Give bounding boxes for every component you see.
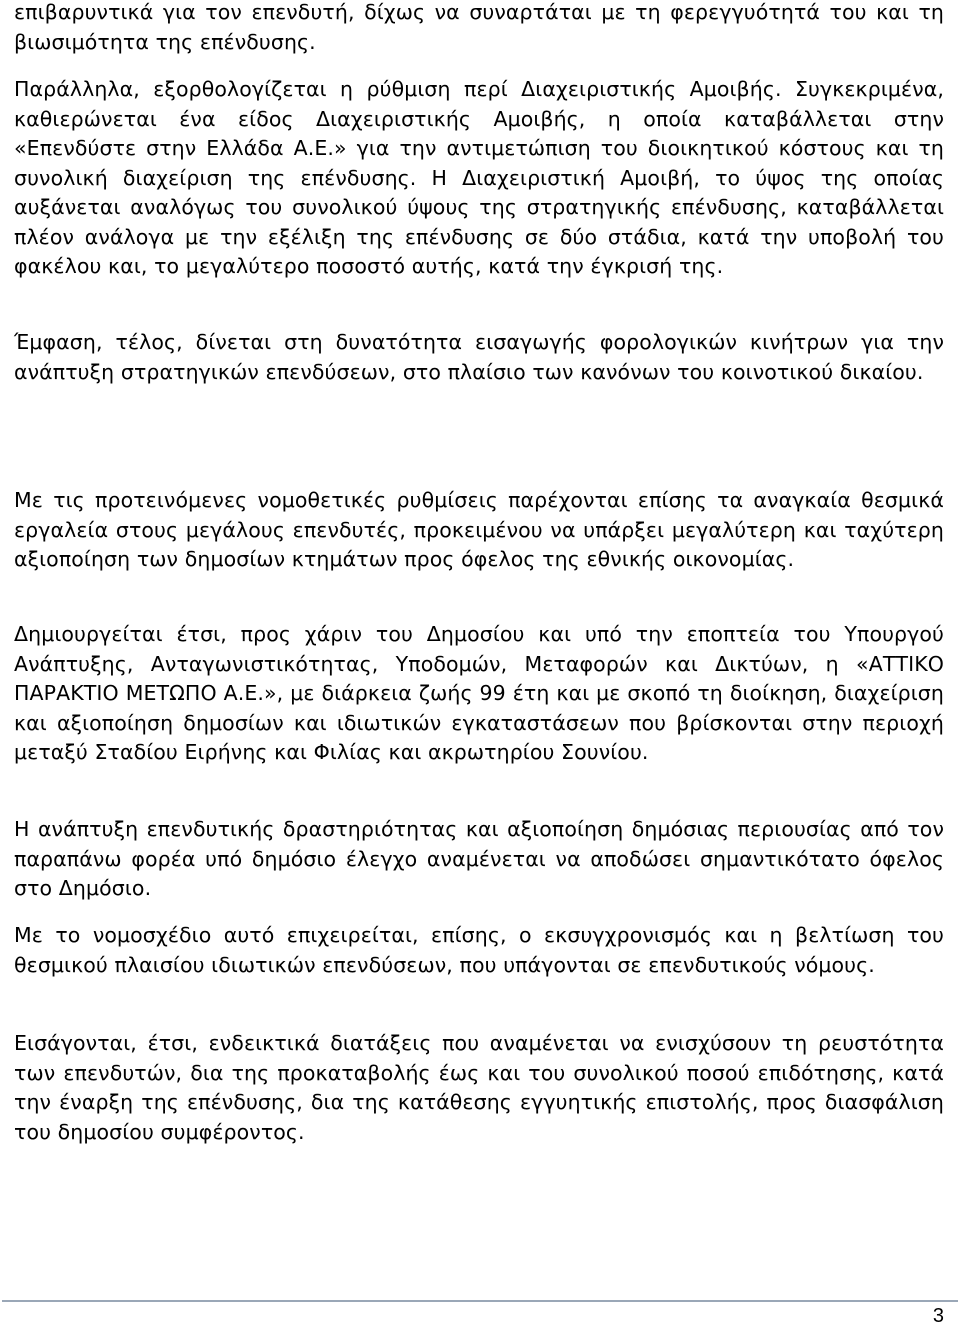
paragraph-7: Με το νομοσχέδιο αυτό επιχειρείται, επίσης, ο εκσυγχρονισμός και η βελτίωση του θεσμικού πλαισίου ιδιωτικών επενδύσεων, που υπάγονται σε επενδυτικούς νόμους. xyxy=(14,923,944,977)
paragraph-6: Η ανάπτυξη επενδυτικής δραστηριότητας και αξιοποίηση δημόσιας περιουσίας από τον παραπάνω φορέα υπό δημόσιο έλεγχο αναμένεται να αποδώσει σημαντικότατο όφελος στο Δημόσιο. xyxy=(14,817,944,900)
paragraph-3: Έμφαση, τέλος, δίνεται στη δυνατότητα εισαγωγής φορολογικών κινήτρων για την ανάπτυξη στρατηγικών επενδύσεων, στο πλαίσιο των κανόνων του κοινοτικού δικαίου. xyxy=(14,330,944,384)
page-number: 3 xyxy=(932,1305,944,1327)
paragraph-2: Παράλληλα, εξορθολογίζεται η ρύθμιση περί Διαχειριστικής Αμοιβής. Συγκεκριμένα, καθιερώνεται ένα είδος Διαχειριστικής Αμοιβής, η οποία καταβάλλεται στην «Επενδύστε στην Ελλάδα Α.Ε.» για την αντιμετώπιση του διοικητικού κόστους και τη συνολική διαχείριση της επένδυσης. Η Διαχειριστική Αμοιβή, το ύψος της οποίας αυξάνεται αναλόγως του συνολικού ύψους της στρατηγικής επένδυσης, καταβάλλεται πλέον ανάλογα με την εξέλιξη της επένδυσης σε δύο στάδια, κατά την υποβολή του φακέλου και, το μεγαλύτερο ποσοστό αυτής, κατά την έγκρισή της. xyxy=(14,77,944,278)
paragraph-5: Δημιουργείται έτσι, προς χάριν του Δημοσίου και υπό την εποπτεία του Υπουργού Ανάπτυξης, Ανταγωνιστικότητας, Υποδομών, Μεταφορών και Δικτύων, η «ΑΤΤΙΚΟ ΠΑΡΑΚΤΙΟ ΜΕΤΩΠΟ Α.Ε.», με διάρκεια ζωής 99 έτη και με σκοπό τη διοίκηση, διαχείριση και αξιοποίηση δημοσίων και ιδιωτικών εγκαταστάσεων που βρίσκονται στην περιοχή μεταξύ Σταδίου Ειρήνης και Φιλίας και ακρωτηρίου Σουνίου. xyxy=(14,622,944,764)
paragraph-1: επιβαρυντικά για τον επενδυτή, δίχως να συναρτάται με τη φερεγγυότητά του και τη βιωσιμότητα της επένδυσης. xyxy=(14,0,944,54)
paragraph-8: Εισάγονται, έτσι, ενδεικτικά διατάξεις που αναμένεται να ενισχύσουν τη ρευστότητα των επενδυτών, δια της προκαταβολής έως και του συνολικού ποσού επιδότησης, κατά την έναρξη της επένδυσης, δια της κατάθεσης εγγυητικής επιστολής, προς διασφάλιση του δημοσίου συμφέροντος. xyxy=(14,1031,944,1144)
paragraph-4: Με τις προτεινόμενες νομοθετικές ρυθμίσεις παρέχονται επίσης τα αναγκαία θεσμικά εργαλεία στους μεγάλους επενδυτές, προκειμένου να υπάρξει μεγαλύτερη και ταχύτερη αξιοποίηση των δημοσίων κτημάτων προς όφελος της εθνικής οικονομίας. xyxy=(14,488,944,571)
footer-divider xyxy=(2,1300,958,1302)
